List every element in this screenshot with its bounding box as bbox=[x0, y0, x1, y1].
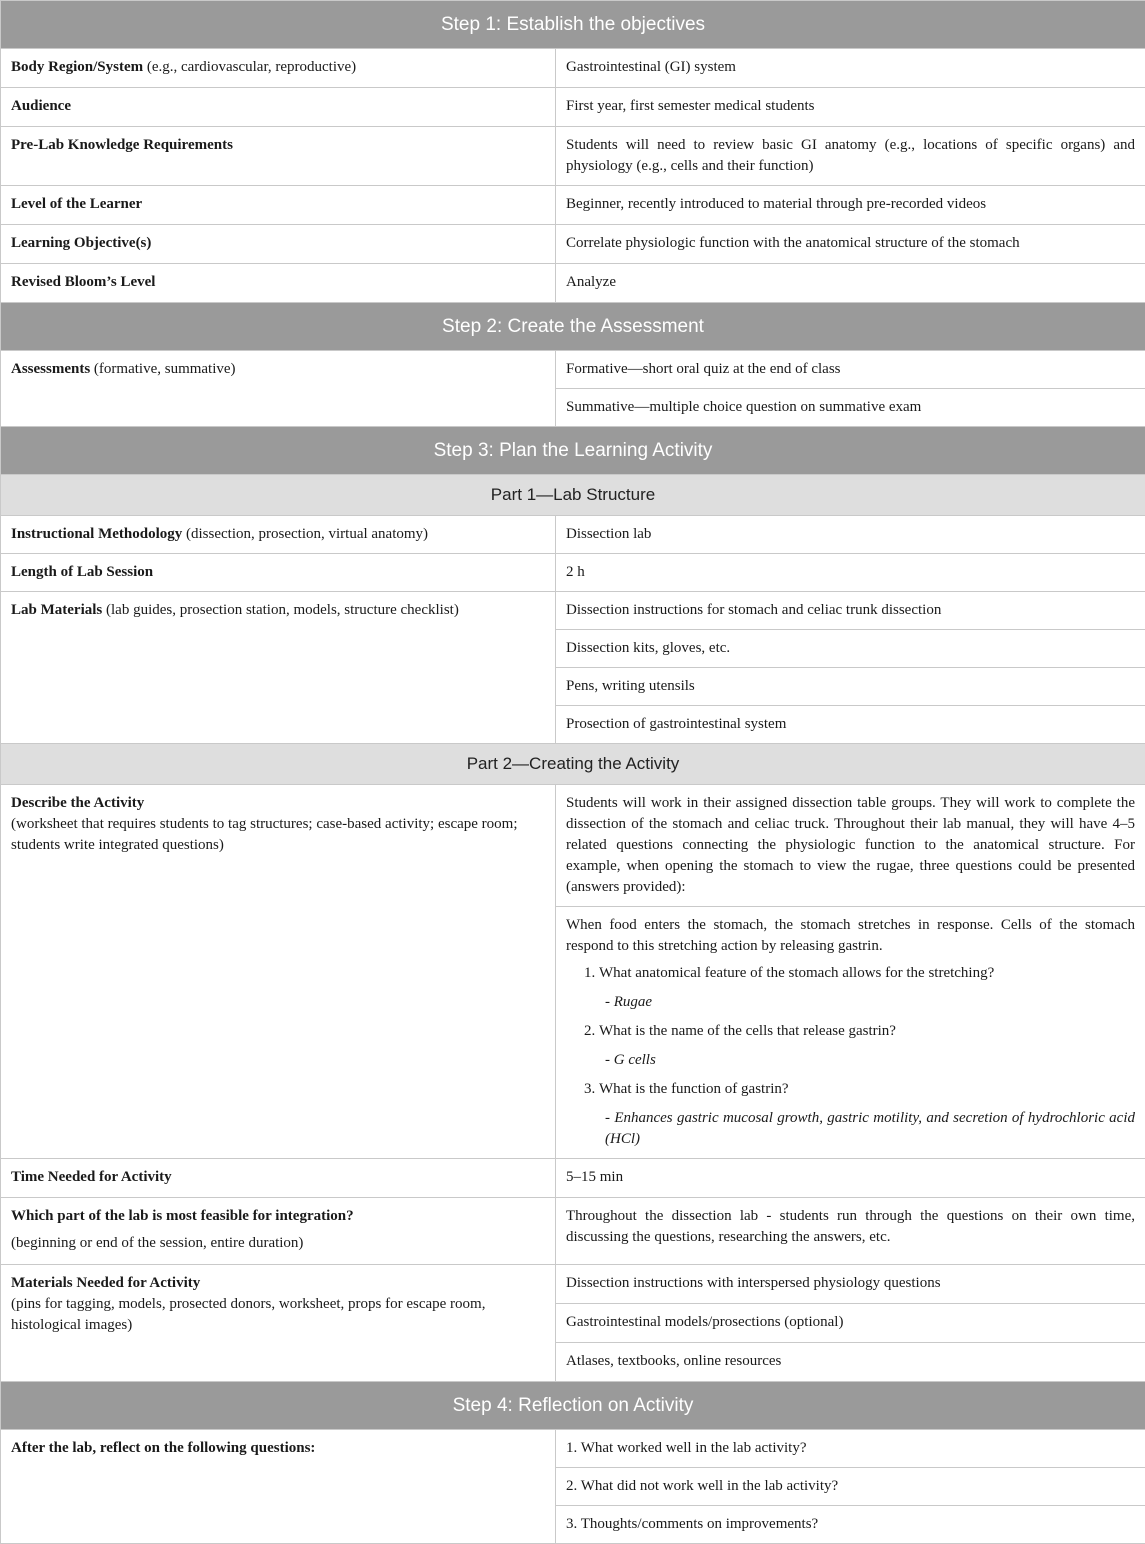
row-label: Audience bbox=[1, 88, 556, 127]
row-label: Which part of the lab is most feasible for integration? (beginning or end of the session, entire duration) bbox=[1, 1198, 556, 1265]
row-value: 3. Thoughts/comments on improvements? bbox=[556, 1506, 1145, 1544]
table-row bbox=[1, 351, 1145, 389]
table-row bbox=[1, 264, 1145, 303]
table-row bbox=[1, 1198, 1145, 1265]
row-label: Body Region/System (e.g., cardiovascular, reproductive) bbox=[1, 49, 556, 88]
table-row bbox=[1, 554, 1145, 592]
row-value: Dissection instructions with interspersed physiology questions bbox=[556, 1265, 1145, 1304]
row-label: Level of the Learner bbox=[1, 186, 556, 225]
row-value: Formative—short oral quiz at the end of class bbox=[556, 351, 1145, 389]
row-value: Dissection lab bbox=[556, 516, 1145, 554]
row-value: Throughout the dissection lab - students run through the questions on their own time, discussing the questions, researching the answers, etc. bbox=[556, 1198, 1145, 1265]
step4-header-row bbox=[1, 1382, 1145, 1430]
row-value: Pens, writing utensils bbox=[556, 668, 1145, 706]
scenario-intro: When food enters the stomach, the stomach stretches in response. Cells of the stomach respond to this stretching action by releasing gastrin. bbox=[566, 917, 1135, 954]
row-label: After the lab, reflect on the following questions: bbox=[1, 1430, 556, 1544]
step3-header-row bbox=[1, 427, 1145, 475]
table-row bbox=[1, 88, 1145, 127]
row-value: Correlate physiologic function with the anatomical structure of the stomach bbox=[556, 225, 1145, 264]
row-value: 1. What worked well in the lab activity? bbox=[556, 1430, 1145, 1468]
row-value: Gastrointestinal (GI) system bbox=[556, 49, 1145, 88]
activity-description: Students will work in their assigned dissection table groups. They will work to complete the dissection of the stomach and celiac truck. Throughout their lab manual, they will have 4–5 related questions connecting the physiologic function to the anatomical structure. For example, when opening the stomach to view the rugae, three questions could be presented (answers provided): bbox=[556, 785, 1145, 907]
part2-header-row bbox=[1, 744, 1145, 785]
row-value: Prosection of gastrointestinal system bbox=[556, 706, 1145, 744]
step3-title: Step 3: Plan the Learning Activity bbox=[1, 427, 1145, 475]
row-label: Pre-Lab Knowledge Requirements bbox=[1, 127, 556, 186]
table-row bbox=[1, 516, 1145, 554]
row-label: Materials Needed for Activity (pins for tagging, models, prosected donors, worksheet, props for escape room, histological images) bbox=[1, 1265, 556, 1382]
row-value: 5–15 min bbox=[556, 1159, 1145, 1198]
table-row bbox=[1, 127, 1145, 186]
list-item: 1. What anatomical feature of the stomach allows for the stretching? - Rugae bbox=[599, 963, 1135, 1013]
row-value: Summative—multiple choice question on summative exam bbox=[556, 389, 1145, 427]
row-label: Length of Lab Session bbox=[1, 554, 556, 592]
row-label: Lab Materials (lab guides, prosection station, models, structure checklist) bbox=[1, 592, 556, 744]
table-row bbox=[1, 592, 1145, 630]
row-label: Assessments (formative, summative) bbox=[1, 351, 556, 427]
answer: - Enhances gastric mucosal growth, gastric motility, and secretion of hydrochloric acid (HCl) bbox=[599, 1108, 1135, 1150]
step2-title: Step 2: Create the Assessment bbox=[1, 303, 1145, 351]
question-list bbox=[566, 963, 1135, 1150]
table-row bbox=[1, 1430, 1145, 1468]
step1-header-row bbox=[1, 1, 1145, 49]
row-label: Revised Bloom’s Level bbox=[1, 264, 556, 303]
row-value: Dissection kits, gloves, etc. bbox=[556, 630, 1145, 668]
row-value: Gastrointestinal models/prosections (optional) bbox=[556, 1304, 1145, 1343]
row-value: Atlases, textbooks, online resources bbox=[556, 1343, 1145, 1382]
part1-title: Part 1—Lab Structure bbox=[1, 475, 1145, 516]
list-item: 2. What is the name of the cells that release gastrin? - G cells bbox=[599, 1021, 1135, 1071]
row-label: Time Needed for Activity bbox=[1, 1159, 556, 1198]
answer: - Rugae bbox=[599, 992, 1135, 1013]
part2-title: Part 2—Creating the Activity bbox=[1, 744, 1145, 785]
row-value: First year, first semester medical students bbox=[556, 88, 1145, 127]
table-row bbox=[1, 49, 1145, 88]
table-row bbox=[1, 186, 1145, 225]
list-item: 3. What is the function of gastrin? - Enhances gastric mucosal growth, gastric motility, and secretion of hydrochloric acid (HCl) bbox=[599, 1079, 1135, 1150]
row-value: Beginner, recently introduced to material through pre-recorded videos bbox=[556, 186, 1145, 225]
row-label: Describe the Activity (worksheet that requires students to tag structures; case-based activity; escape room; students write integrated questions) bbox=[1, 785, 556, 1159]
row-value: Analyze bbox=[556, 264, 1145, 303]
row-value: 2 h bbox=[556, 554, 1145, 592]
table-row bbox=[1, 785, 1145, 907]
table-row bbox=[1, 225, 1145, 264]
activity-scenario bbox=[556, 907, 1145, 1159]
row-value: 2. What did not work well in the lab activity? bbox=[556, 1468, 1145, 1506]
step2-header-row bbox=[1, 303, 1145, 351]
row-value: Dissection instructions for stomach and celiac trunk dissection bbox=[556, 592, 1145, 630]
table-row bbox=[1, 1265, 1145, 1304]
part1-header-row bbox=[1, 475, 1145, 516]
row-label: Instructional Methodology (dissection, prosection, virtual anatomy) bbox=[1, 516, 556, 554]
step1-title: Step 1: Establish the objectives bbox=[1, 1, 1145, 49]
step4-title: Step 4: Reflection on Activity bbox=[1, 1382, 1145, 1430]
row-label: Learning Objective(s) bbox=[1, 225, 556, 264]
answer: - G cells bbox=[599, 1050, 1135, 1071]
row-value: Students will need to review basic GI anatomy (e.g., locations of specific organs) and physiology (e.g., cells and their function) bbox=[556, 127, 1145, 186]
table-row bbox=[1, 1159, 1145, 1198]
